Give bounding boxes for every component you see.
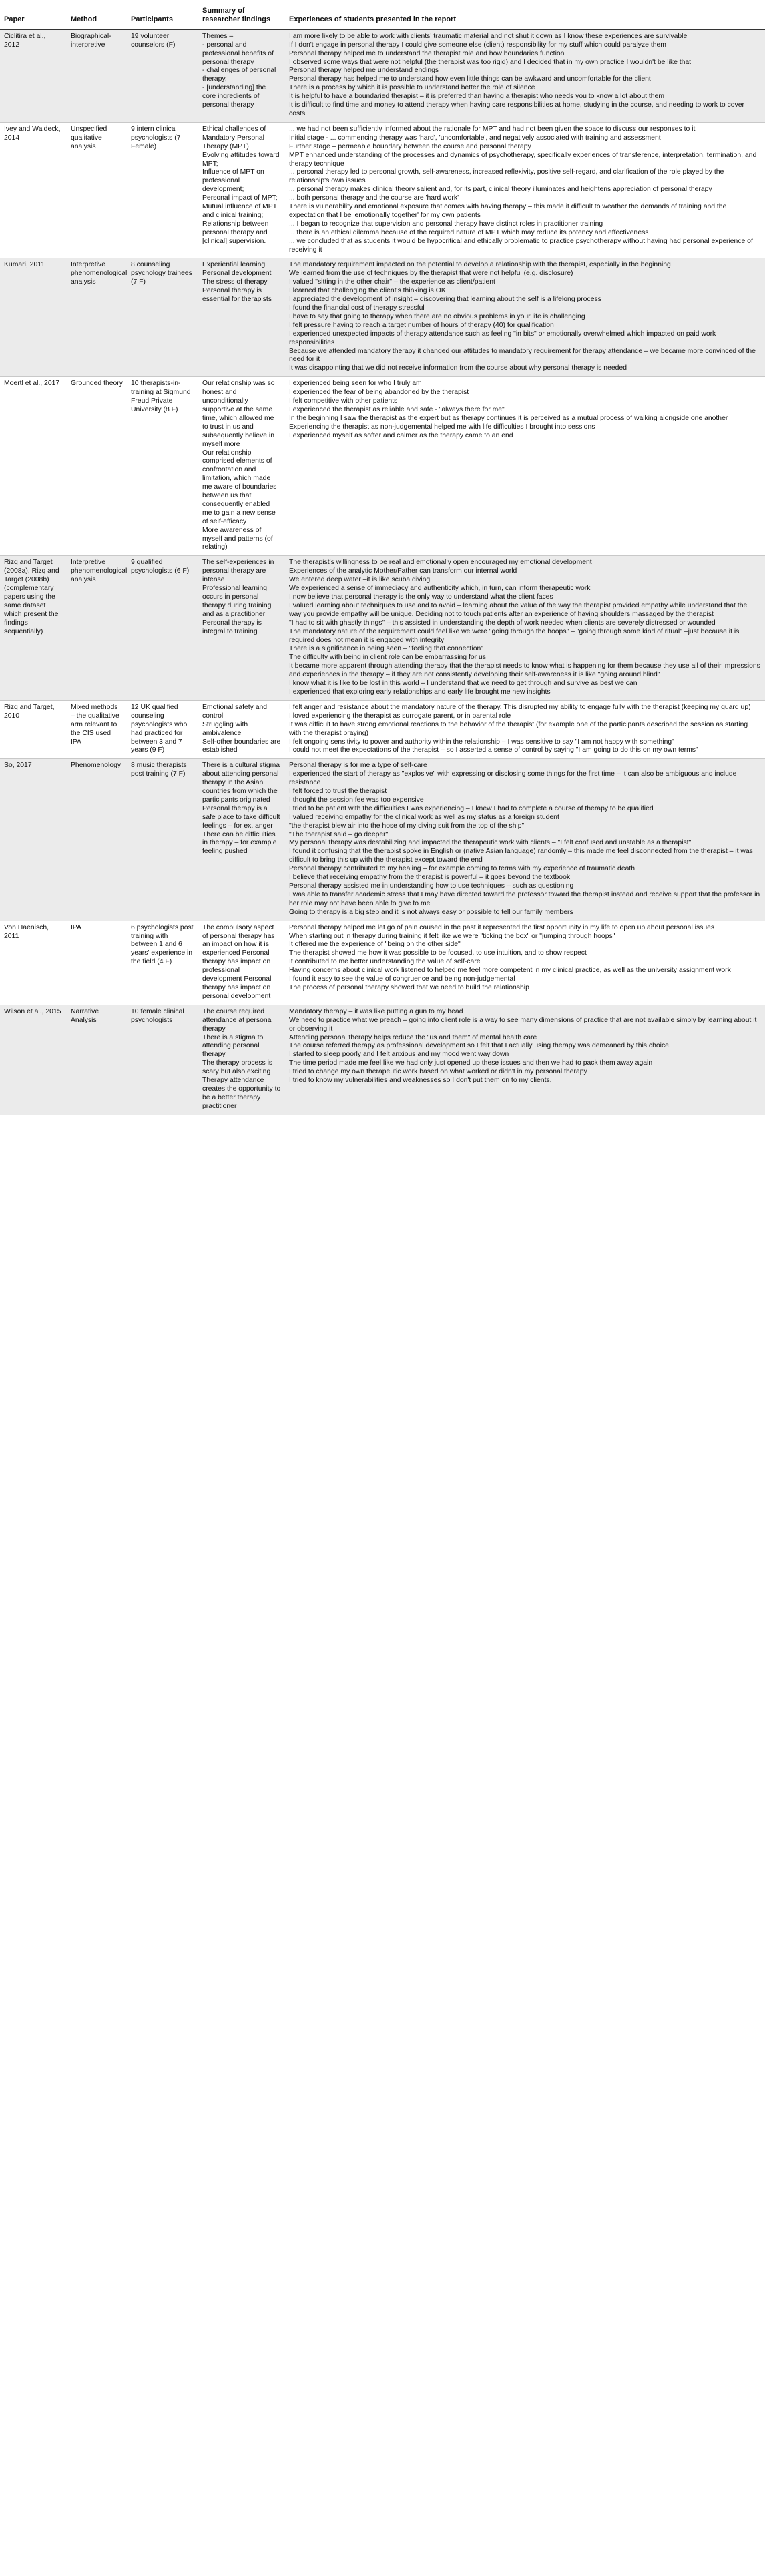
summary-line: There is a cultural stigma about attending personal therapy in the Asian countries from which the participants originated — [202, 762, 280, 804]
experience-line: We experienced a sense of immediacy and authenticity which, in turn, can inform therapeutic work — [289, 585, 591, 593]
cell-method: Interpretive phenomenological analysis — [67, 258, 127, 377]
experience-line: It was disappointing that we did not receive information from the course about why personal therapy is needed — [289, 364, 627, 372]
header-method: Method — [67, 0, 127, 29]
experience-line: The process of personal therapy showed that we need to build the relationship — [289, 983, 529, 991]
experience-line: I experienced the fear of being abandoned by the therapist — [289, 389, 469, 397]
experience-line: It offered me the experience of "being on the other side" — [289, 941, 461, 949]
experience-line: I experienced the therapist as reliable and safe - "always there for me" — [289, 405, 505, 413]
experience-line: ... there is an ethical dilemma because of the required nature of MPT which may reduce its potency and effectiveness — [289, 228, 649, 236]
header-participants: Participants — [127, 0, 198, 29]
experience-line: We learned from the use of techniques by the therapist that were not helpful (e.g. disclosure) — [289, 270, 573, 278]
experience-line: Personal therapy helped me understand endings — [289, 67, 439, 75]
experience-line: I am more likely to be able to work with clients' traumatic material and not shut it down as I know these experiences are survivable — [289, 32, 688, 40]
cell-participants: 9 qualified psychologists (6 F) — [127, 556, 198, 701]
experience-line: When starting out in therapy during training it felt like we were "ticking the box" or "jumping through hoops" — [289, 932, 615, 940]
cell-participants: 6 psychologists post training with between 1 and 6 years' experience in the field (4 F) — [127, 921, 198, 1005]
summary-line: Our relationship comprised elements of confrontation and limitation, which made me aware of boundaries between us that consequently enabled me to gain a new sense of self-efficacy — [202, 449, 277, 525]
experience-line: I valued learning about techniques to use and to avoid – learning about the value of the way the therapist provided empathy while understand that the way you provide empathy will be unique. Deciding not to touch patients after an experience of having shoulders massaged by the therapist — [289, 601, 748, 618]
experience-line: Personal therapy helped me let go of pain caused in the past it represented the first opportunity in my life to open up about personal issues — [289, 923, 715, 931]
experience-line: I experienced unexpected impacts of therapy attendance such as feeling "in bits" or emotionally overwhelmed which impacted on paid work responsibilities — [289, 330, 716, 346]
experience-line: I know what it is like to be lost in this world – I understand that we need to get through and survive as best we can — [289, 680, 638, 688]
experience-line: I learned that challenging the client's thinking is OK — [289, 287, 446, 295]
summary-line: The compulsory aspect of personal therapy has an impact on how it is experienced Personal therapy has impact on professional development Personal therapy has impact on personal development — [202, 923, 275, 1000]
cell-paper: Rizq and Target (2008a), Rizq and Target (2008b) (complementary papers using the same dataset which present the findings sequentially) — [0, 556, 67, 701]
experience-line: Further stage – permeable boundary between the course and personal therapy — [289, 142, 531, 150]
table-body — [0, 29, 765, 1115]
summary-line: Personal therapy is a safe place to take difficult feelings – for ex. anger — [202, 804, 280, 830]
experience-line: I now believe that personal therapy is the only way to understand what the client faces — [289, 593, 553, 601]
experience-line: The mandatory requirement impacted on the potential to develop a relationship with the therapist, especially in the beginning — [289, 261, 671, 269]
experience-line: "The therapist said – go deeper" — [289, 830, 389, 838]
summary-line: Themes – — [202, 32, 234, 40]
summary-line: The therapy process is scary but also exciting — [202, 1059, 273, 1076]
cell-summary — [198, 258, 285, 377]
table-row — [0, 556, 765, 701]
cell-participants: 8 counseling psychology trainees (7 F) — [127, 258, 198, 377]
experience-line: It is difficult to find time and money to attend therapy when having care responsibilities at home, studying in the course, and needing to work to cover costs — [289, 101, 744, 117]
cell-participants: 9 intern clinical psychologists (7 Female) — [127, 122, 198, 258]
experience-line: I found the financial cost of therapy stressful — [289, 304, 425, 312]
cell-experiences — [285, 759, 765, 921]
cell-participants: 12 UK qualified counseling psychologists who had practiced for between 3 and 7 years (9 F) — [127, 700, 198, 758]
cell-paper: Ciclitira et al., 2012 — [0, 29, 67, 122]
studies-table — [0, 0, 765, 1115]
summary-line: Personal impact of MPT; — [202, 194, 278, 202]
summary-line: The course required attendance at personal therapy — [202, 1007, 273, 1033]
cell-experiences — [285, 556, 765, 701]
summary-line: Therapy attendance creates the opportunity to be a better therapy practitioner — [202, 1077, 281, 1110]
experience-line: ... I began to recognize that supervision and personal therapy have distinct roles in practitioner training — [289, 220, 603, 228]
experience-line: Personal therapy helped me to understand the therapist role and how boundaries function — [289, 49, 565, 57]
experience-line: I thought the session fee was too expensive — [289, 796, 424, 804]
experience-line: The course referred therapy as professional development so I felt that I actually using therapy was demeaned by this choice. — [289, 1042, 671, 1050]
table-row — [0, 377, 765, 556]
experience-line: We entered deep water –it is like scuba diving — [289, 576, 431, 584]
experience-line: Initial stage - ... commencing therapy was 'hard', 'uncomfortable', and negatively associated with training and assessment — [289, 134, 661, 142]
experience-line: It contributed to me better understanding the value of self-care — [289, 958, 481, 966]
experience-line: The time period made me feel like we had only just opened up these issues and then we had to pack them away again — [289, 1059, 653, 1067]
cell-participants: 8 music therapists post training (7 F) — [127, 759, 198, 921]
summary-line: - personal and professional benefits of personal therapy — [202, 41, 274, 66]
cell-method: Unspecified qualitative analysis — [67, 122, 127, 258]
cell-summary — [198, 377, 285, 556]
experience-line: I valued "sitting in the other chair" – the experience as client/patient — [289, 278, 495, 286]
experience-line: I tried to know my vulnerabilities and weaknesses so I don't put them on to my clients. — [289, 1077, 552, 1085]
cell-participants: 10 therapists-in-training at Sigmund Freud Private University (8 F) — [127, 377, 198, 556]
cell-paper: Kumari, 2011 — [0, 258, 67, 377]
table-header — [0, 0, 765, 29]
experience-line: I found it confusing that the therapist spoke in English or (native Asian language) randomly – this made me feel disconnected from the therapist – it was difficult to bring this up with the therapist except toward the end — [289, 848, 753, 864]
cell-summary — [198, 1005, 285, 1115]
cell-paper: So, 2017 — [0, 759, 67, 921]
summary-line: Our relationship was so honest and unconditionally supportive at the same time, which allowed me to trust in us and subsequently believe in myself more — [202, 380, 275, 448]
experience-line: In the beginning I saw the therapist as the expert but as therapy continues it is perceived as a mutual process of walking alongside one another — [289, 414, 728, 422]
cell-paper: Rizq and Target, 2010 — [0, 700, 67, 758]
experience-line: There is vulnerability and emotional exposure that comes with having therapy – this made it difficult to weather the demands of training and the expectation that I be 'emotionally together' for my own patients — [289, 203, 727, 219]
cell-experiences — [285, 258, 765, 377]
table-row — [0, 29, 765, 122]
cell-summary — [198, 29, 285, 122]
experience-line: There is a significance in being seen – "feeling that connection" — [289, 645, 483, 653]
table-row — [0, 122, 765, 258]
experience-line: There is a process by which it is possible to understand better the role of silence — [289, 84, 535, 92]
cell-method: Mixed methods – the qualitative arm relevant to the CIS used IPA — [67, 700, 127, 758]
cell-method: Interpretive phenomenological analysis — [67, 556, 127, 701]
experience-line: Personal therapy has helped me to understand how even little things can be awkward and uncomfortable for the client — [289, 75, 651, 83]
cell-method: Grounded theory — [67, 377, 127, 556]
summary-line: Experiential learning — [202, 261, 266, 269]
experience-line: It is helpful to have a boundaried therapist – it is preferred than having a therapist who needs you to know a lot about them — [289, 93, 665, 101]
experience-line: I experienced being seen for who I truly am — [289, 380, 422, 388]
summary-line: Personal therapy is essential for therapists — [202, 287, 272, 304]
experience-line: Personal therapy contributed to my healing – for example coming to terms with my experience of traumatic death — [289, 865, 635, 873]
experience-line: If I don't engage in personal therapy I could give someone else (client) responsibility for my stuff which could paralyze them — [289, 41, 666, 49]
experience-line: I started to sleep poorly and I felt anxious and my mood went way down — [289, 1051, 509, 1059]
cell-experiences — [285, 29, 765, 122]
cell-paper: Moertl et al., 2017 — [0, 377, 67, 556]
experience-line: Going to therapy is a big step and it is not always easy or possible to tell our family members — [289, 908, 573, 916]
experience-line: MPT enhanced understanding of the processes and dynamics of psychotherapy, specifically experiences of transference, interpretation, termination, and therapy technique — [289, 151, 757, 168]
experience-line: I loved experiencing the therapist as surrogate parent, or in parental role — [289, 712, 511, 720]
summary-line: - [understanding] the core ingredients of personal therapy — [202, 84, 266, 109]
summary-line: There is a stigma to attending personal therapy — [202, 1033, 264, 1059]
cell-paper: Wilson et al., 2015 — [0, 1005, 67, 1115]
experience-line: ... we concluded that as students it would be hypocritical and ethically problematic to practice psychotherapy without having had personal experience of receiving it — [289, 237, 753, 254]
summary-line: Struggling with ambivalence — [202, 720, 248, 737]
experience-line: The mandatory nature of the requirement could feel like we were "going through the hoops" – "going through some kind of ritual" –just because it is required does not mean it is engaged with integrity — [289, 627, 740, 644]
experience-line: I felt anger and resistance about the mandatory nature of the therapy. This disrupted my ability to engage fully with the therapist (keeping my guard up) — [289, 703, 751, 711]
experience-line: I felt ongoing sensitivity to power and authority within the relationship – I was sensitive to say "I am not happy with something" — [289, 738, 674, 746]
table-row — [0, 1005, 765, 1115]
experience-line: I experienced that exploring early relationships and early life brought me new insights — [289, 688, 551, 696]
experience-line: I appreciated the development of insight – discovering that learning about the self is a lifelong process — [289, 296, 601, 304]
summary-line: Mutual influence of MPT and clinical training; Relationship between personal therapy and [clinical] supervision. — [202, 203, 277, 245]
experience-line: I observed some ways that were not helpful (the therapist was too rigid) and I decided that in my own practice I wouldn't be like that — [289, 58, 692, 66]
cell-experiences — [285, 377, 765, 556]
cell-method: Phenomenology — [67, 759, 127, 921]
experience-line: Having concerns about clinical work listened to helped me feel more competent in my clinical practice, as well as the university assignment work — [289, 967, 731, 975]
experience-line: The difficulty with being in client role can be embarrassing for us — [289, 654, 486, 662]
experience-line: I believe that receiving empathy from the therapist is powerful – it goes beyond the textbook — [289, 874, 571, 882]
experience-line: Experiences of the analytic Mother/Father can transform our internal world — [289, 567, 517, 575]
experience-line: Experiencing the therapist as non-judgemental helped me with life difficulties I brought into sessions — [289, 423, 595, 431]
cell-summary — [198, 556, 285, 701]
experience-line: "I had to sit with ghastly things" – this assisted in understanding the depth of work needed when clients are severely distressed or wounded — [289, 619, 716, 627]
table-row — [0, 759, 765, 921]
cell-summary — [198, 921, 285, 1005]
experience-line: I experienced the start of therapy as "explosive" with expressing or disclosing some things for the first time – it can also be ambiguous and include resistance — [289, 770, 737, 787]
summary-line: Influence of MPT on professional development; — [202, 168, 264, 194]
experience-line: I was able to transfer academic stress that I may have directed toward the professor toward the therapist instead and receive support that the professor in her role may not have been able to give to me — [289, 890, 760, 907]
summary-line: Professional learning occurs in personal therapy during training and as a practitioner — [202, 585, 272, 618]
experience-line: I felt competitive with other patients — [289, 397, 398, 405]
cell-experiences — [285, 122, 765, 258]
summary-line: There can be difficulties in therapy – for example feeling pushed — [202, 830, 277, 856]
summary-line: More awareness of myself and patterns (of relating) — [202, 526, 273, 551]
cell-summary — [198, 122, 285, 258]
summary-line: The stress of therapy — [202, 278, 268, 286]
cell-method: Narrative Analysis — [67, 1005, 127, 1115]
summary-line: - challenges of personal therapy, — [202, 67, 276, 83]
experience-line: My personal therapy was destabilizing and impacted the therapeutic work with clients – "I felt confused and unstable as a therapist" — [289, 839, 692, 847]
cell-paper: Ivey and Waldeck, 2014 — [0, 122, 67, 258]
experience-line: I tried to be patient with the difficulties I was experiencing – I knew I had to complete a course of therapy to be qualified — [289, 804, 654, 812]
experience-line: It was difficult to have strong emotional reactions to the behavior of the therapist (for example one of the participants described the session as starting with the therapist praying) — [289, 720, 748, 737]
cell-method: Biographical-interpretive — [67, 29, 127, 122]
summary-line: Emotional safety and control — [202, 703, 268, 720]
cell-paper: Von Haenisch, 2011 — [0, 921, 67, 1005]
summary-line: Personal therapy is integral to training — [202, 619, 262, 635]
summary-line: Ethical challenges of Mandatory Personal Therapy (MPT) — [202, 125, 266, 150]
summary-line: Personal development — [202, 270, 272, 278]
experience-line: I tried to change my own therapeutic work based on what worked or didn't in my personal therapy — [289, 1068, 587, 1076]
experience-line: ... we had not been sufficiently informed about the rationale for MPT and had not been given the space to discuss our responses to it — [289, 125, 696, 133]
experience-line: Because we attended mandatory therapy it changed our attitudes to mandatory requirement for therapy attendance – we became more convinced of the need for it — [289, 347, 756, 364]
summary-line: The self-experiences in personal therapy are intense — [202, 559, 274, 584]
experience-line: I experienced myself as softer and calmer as the therapy came to an end — [289, 431, 513, 439]
experience-line: The therapist showed me how it was possible to be focused, to use intuition, and to show respect — [289, 949, 587, 957]
table-row — [0, 921, 765, 1005]
summary-line: Evolving attitudes toward MPT; — [202, 151, 280, 168]
cell-summary — [198, 759, 285, 921]
experience-line: The therapist's willingness to be real and emotionally open encouraged my emotional development — [289, 559, 592, 567]
experience-line: ... both personal therapy and the course are 'hard work' — [289, 194, 459, 202]
experience-line: Attending personal therapy helps reduce the "us and them" of mental health care — [289, 1033, 537, 1041]
experience-line: Mandatory therapy – it was like putting a gun to my head — [289, 1007, 463, 1015]
experience-line: Personal therapy is for me a type of self-care — [289, 762, 427, 770]
experience-line: I could not meet the expectations of the therapist – so I asserted a sense of control by saying "I am going to do this on my own terms" — [289, 746, 698, 754]
table-row — [0, 258, 765, 377]
cell-method: IPA — [67, 921, 127, 1005]
experience-line: I have to say that going to therapy when there are no obvious problems in your life is challenging — [289, 312, 585, 320]
header-paper: Paper — [0, 0, 67, 29]
table-row — [0, 700, 765, 758]
cell-participants: 19 volunteer counselors (F) — [127, 29, 198, 122]
experience-line: I felt forced to trust the therapist — [289, 788, 387, 796]
cell-experiences — [285, 921, 765, 1005]
cell-participants: 10 female clinical psychologists — [127, 1005, 198, 1115]
cell-summary — [198, 700, 285, 758]
summary-line: Self-other boundaries are established — [202, 738, 281, 754]
experience-line: ... personal therapy led to personal growth, self-awareness, increased reflexivity, positive self-regard, and clarification of the role played by the relationship's own issues — [289, 168, 724, 185]
experience-line: We need to practice what we preach – going into client role is a way to see many dimensions of practice that are not available simply by learning about it or observing it — [289, 1016, 757, 1033]
header-summary: Summary of researcher findings — [198, 0, 285, 29]
cell-experiences — [285, 700, 765, 758]
header-experiences: Experiences of students presented in the report — [285, 0, 765, 29]
experience-line: Personal therapy assisted me in understanding how to use techniques – such as questioning — [289, 882, 574, 890]
experience-line: I felt pressure having to reach a target number of hours of therapy (40) for qualification — [289, 321, 554, 329]
experience-line: It became more apparent through attending therapy that the therapist needs to know what is happening for them because they use all of their impressions and experiences in the therapy – if they are not consistently developing their self-awareness it is like "going around blind" — [289, 662, 760, 679]
experience-line: ... personal therapy makes clinical theory salient and, for its part, clinical theory illuminates and heightens appreciation of personal therapy — [289, 186, 712, 194]
experience-line: I valued receiving empathy for the clinical work as well as my status as a foreign student — [289, 813, 559, 821]
experience-line: "the therapist blew air into the hose of my diving suit from the top of the ship" — [289, 822, 525, 830]
cell-experiences — [285, 1005, 765, 1115]
experience-line: I found it easy to see the value of congruence and being non-judgemental — [289, 975, 515, 983]
